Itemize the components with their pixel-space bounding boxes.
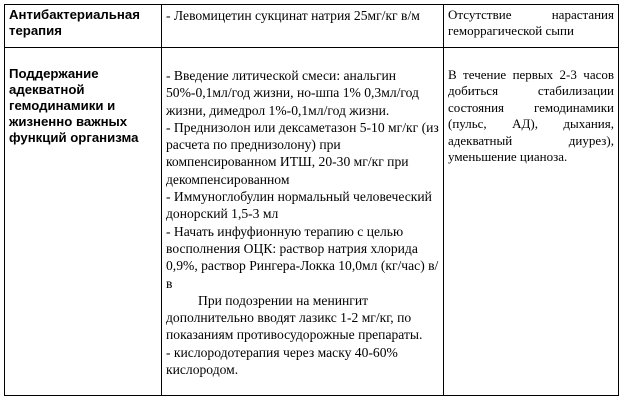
treatment-table [4, 4, 619, 396]
table-row [5, 48, 619, 396]
goal-text: Антибактериальная терапия [9, 7, 140, 38]
measure-text: - Левомицетин сукцинат натрия 25мг/кг в/м [166, 8, 420, 23]
goal-text: Поддержание адекватной гемодинамики и жизненно важных функций организма [9, 66, 139, 145]
criteria-cell [444, 5, 619, 48]
goal-cell [5, 5, 162, 48]
table-row [5, 5, 619, 48]
measure-text: - Иммуноглобулин нормальный человеческий донорский 1,5-3 мл [166, 189, 432, 222]
measure-text: - Введение литической смеси: анальгин 50%-0,1мл/год жизни, но-шпа 1% 0,3мл/год жизни, димедрол 1%-0,1мл/год жизни. [166, 68, 419, 118]
criteria-text: В течение первых 2-3 часов добиться стабилизации состояния гемодинамики (пульс, АД), дыхания, адекватный диурез), уменьшение цианоза. [448, 67, 614, 165]
measure-text: - Преднизолон или дексаметазон 5-10 мг/кг (из расчета по преднизолону) при компенсированном ИТШ, 20-30 мг/кг при декомпенсированном [166, 119, 439, 187]
measures-cell [162, 48, 444, 396]
criteria-cell [444, 48, 619, 396]
measure-text: При подозрении на менингит дополнительно вводят лазикс 1-2 мг/кг, по показаниям противосудорожные препараты. [166, 292, 423, 343]
measures-cell [162, 5, 444, 48]
criteria-text: Отсутствие нарастания геморрагической сыпи [448, 7, 614, 39]
measure-text: - Начать инфуфионную терапию с целью восполнения ОЦК: раствор натрия хлорида 0,9%, раствор Рингера-Локка 10,0мл (кг/час) в/в [166, 223, 439, 291]
measure-text: - кислородотерапия через маску 40-60% кислородом. [166, 344, 398, 378]
goal-cell [5, 48, 162, 396]
